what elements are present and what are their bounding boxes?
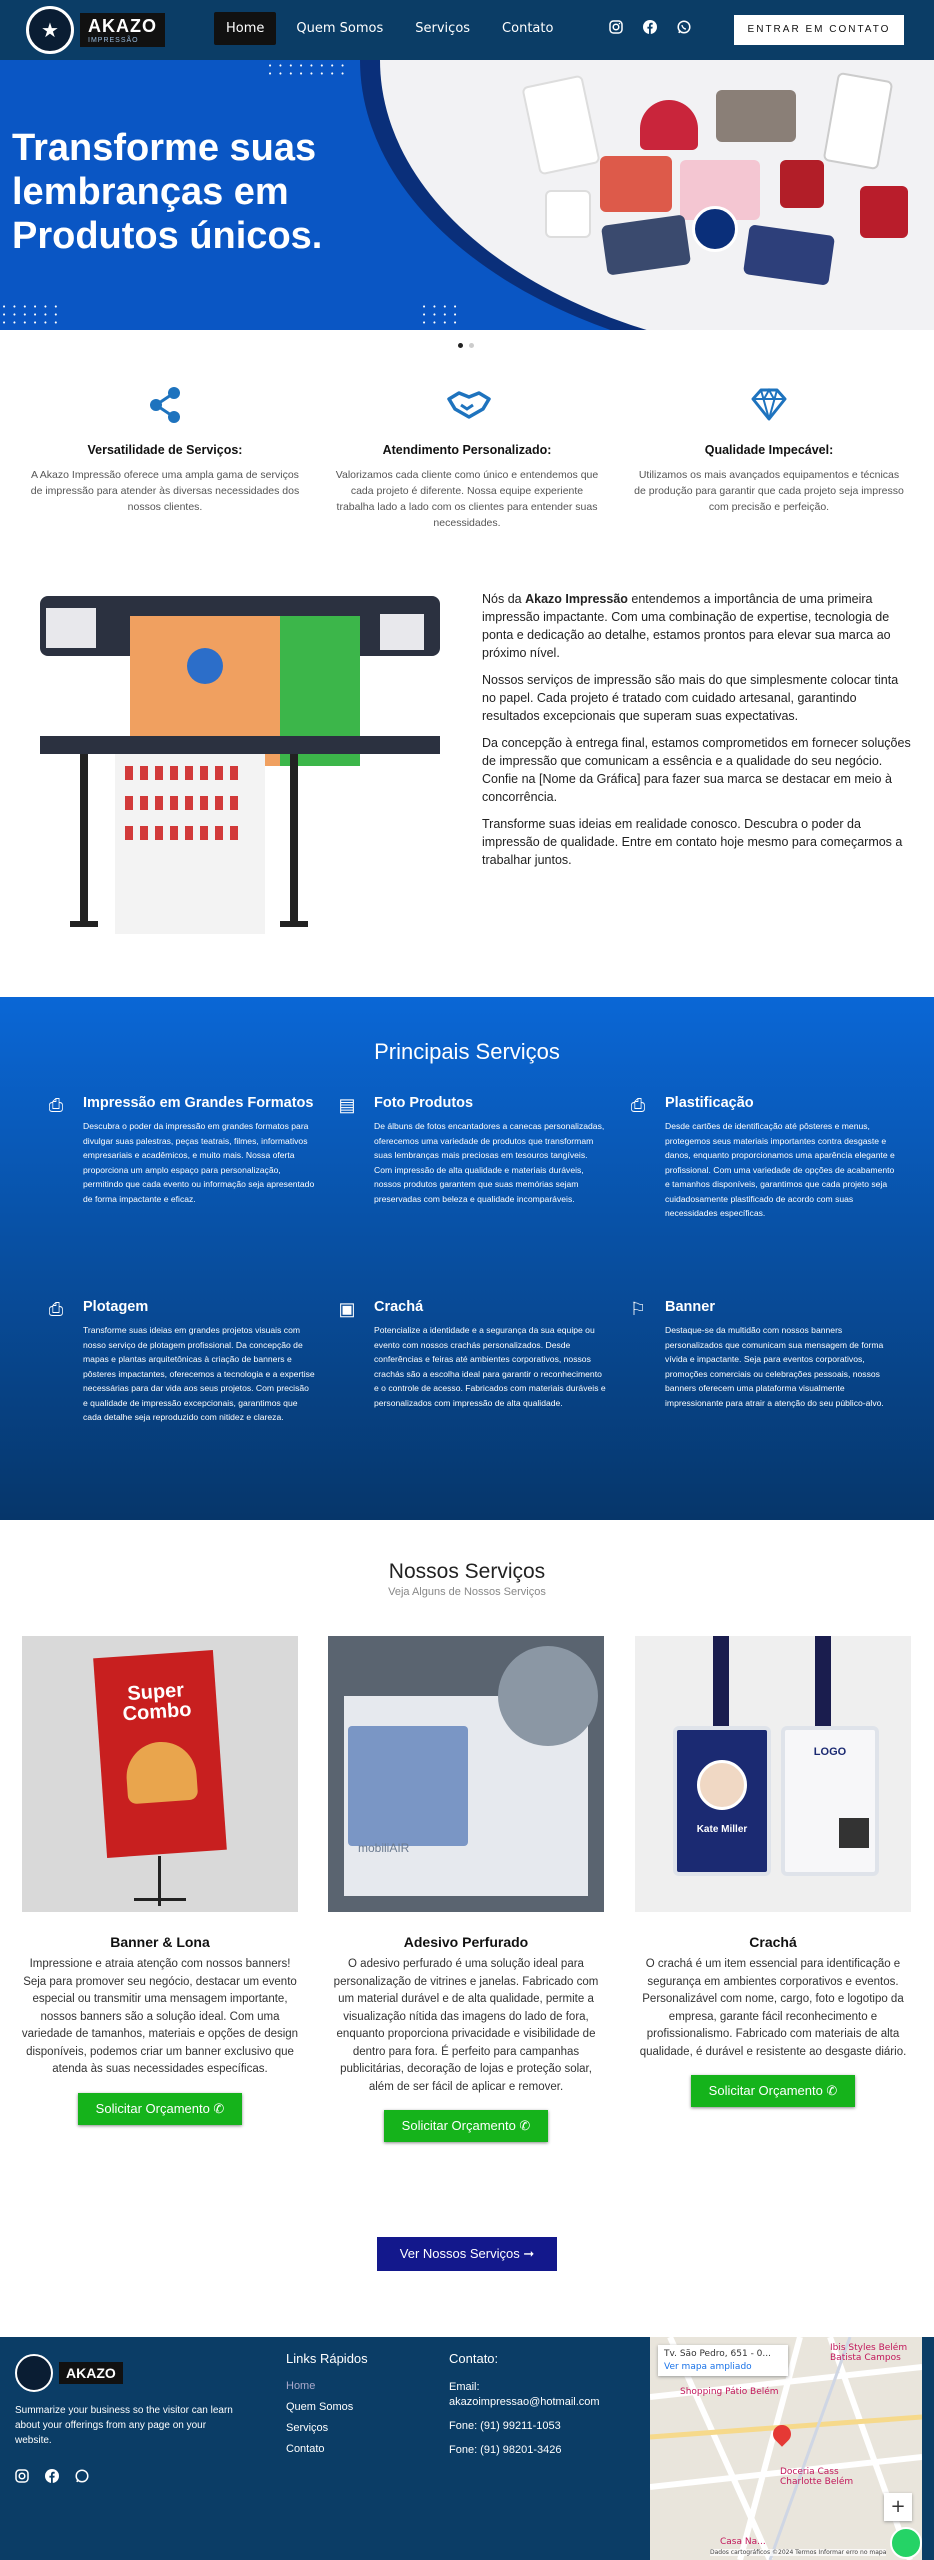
- section-subtitle: Veja Alguns de Nossos Serviços: [388, 1586, 546, 1598]
- flag-icon: ⚐: [629, 1299, 647, 1319]
- header-social: [608, 20, 692, 36]
- card-title: Crachá: [749, 1934, 797, 1950]
- logo-text: AKAZO: [88, 16, 157, 36]
- service-card-banner: [21, 1636, 299, 2125]
- about-text: [482, 590, 912, 878]
- slide-dot-1[interactable]: [458, 343, 463, 348]
- contact-info: [449, 2351, 600, 2458]
- footer-link-servicos[interactable]: Serviços: [286, 2422, 329, 2434]
- service-text: Desde cartões de identificação até pôsteres e menus, protegemos seus materiais importantes contra desgaste e danos, enquanto proporcionamos uma aparência elegante e profissional. Com uma variedade de opções de acabamento e tamanhos disponíveis, garantimos que cada projeto seja cuidadosamente plastificado de acordo com suas necessidades específicas.: [665, 1121, 895, 1218]
- embedded-map[interactable]: [650, 2337, 922, 2560]
- feature-text: A Akazo Impressão oferece uma ampla gama de serviços de impressão para atender às diversas necessidades dos nossos clientes.: [30, 469, 300, 513]
- product-cushion-image: [600, 156, 672, 212]
- service-title: Foto Produtos: [374, 1095, 474, 1111]
- product-mug-image: [860, 186, 908, 238]
- feature-versatility: [30, 385, 300, 515]
- map-address: Tv. São Pedro, 651 - 0...: [664, 2349, 771, 2359]
- service-title: Plotagem: [83, 1299, 149, 1315]
- map-poi: Shopping Pátio Belém: [680, 2387, 779, 2397]
- facebook-icon[interactable]: [45, 2469, 59, 2486]
- email-label: Email:: [449, 2381, 480, 2393]
- email-link[interactable]: akazoimpressao@hotmail.com: [449, 2396, 600, 2408]
- card-text: Impressione e atraia atenção com nossos banners! Seja para promover seu negócio, destacar um evento especial ou transmitir uma mensagem importante, nossos banners são a solução ideal. Com uma variedade de tamanhos, materiais e opções de design disponíveis, podemos criar um banner exclusivo que atenda às suas necessidades específicas.: [21, 1958, 299, 2075]
- service-title: Impressão em Grandes Formatos: [83, 1095, 314, 1111]
- slide-dot-2[interactable]: [469, 343, 474, 348]
- dots-decoration: • • • • • • • • • • • •: [422, 303, 460, 327]
- product-logo-badge-image: [692, 206, 738, 252]
- nav-contato[interactable]: Contato: [502, 21, 554, 36]
- about-paragraph-4: Transforme suas ideias em realidade conosco. Descubra o poder da impressão de qualidade. Entre em contato hoje mesmo para começarmos a trabalhar juntos.: [482, 817, 903, 867]
- about-paragraph-3: Da concepção à entrega final, estamos comprometidos em fornecer soluções de impressão que comunicam a essência e a qualidade do seu negócio. Confie na [Nome da Gráfica] para fazer sua marca se destacar em meio à concorrência.: [482, 736, 911, 804]
- service-badge: [336, 1299, 606, 1410]
- service-lamination: [627, 1095, 897, 1221]
- section-title: Principais Serviços: [374, 1039, 560, 1064]
- handshake-icon: [447, 385, 487, 425]
- quick-links-title: Links Rápidos: [286, 2351, 368, 2366]
- facebook-icon[interactable]: [642, 20, 658, 36]
- feature-text: Valorizamos cada cliente como único e entendemos que cada projeto é diferente. Nossa equipe experiente trabalha lado a lado com os clientes para entender suas necessidades.: [335, 469, 599, 529]
- card-text: O adesivo perfurado é uma solução ideal para personalização de vitrines e janelas. Fabricado com um material durável e de alta qualidade, permite a visualização nítida das imagens do lado de fora, enquanto proporciona privacidade e visibilidade de dentro para fora. É perfeito para campanhas publicitárias, decoração de lojas e proteção solar, além de ser fácil de aplicar e remover.: [333, 1958, 599, 2093]
- feature-personalized: [332, 385, 602, 531]
- card-title: Banner & Lona: [110, 1934, 210, 1950]
- service-text: Descubra o poder da impressão em grandes formatos para divulgar suas palestras, peças teatrais, filmes, informativos empresariais e acadêmicos, e muito mais. Nossa oferta proporciona um amplo espaço para personalização, permitindo que cada evento ou informação seja apresentado de forma impactante e eficaz.: [83, 1121, 315, 1204]
- footer-logo[interactable]: AKAZO: [15, 2354, 123, 2392]
- product-photo-frame-image: [716, 90, 796, 142]
- map-poi: Casa Na...: [720, 2537, 766, 2547]
- slider-pagination: [458, 343, 474, 348]
- service-photo-products: [336, 1095, 606, 1206]
- logo-subtext: IMPRESSÃO: [88, 37, 139, 44]
- footer-link-quem-somos[interactable]: Quem Somos: [286, 2401, 354, 2413]
- footer-link-contato[interactable]: Contato: [286, 2443, 325, 2455]
- banner-stand-image: Super Combo: [22, 1636, 298, 1912]
- service-text: Potencialize a identidade e a segurança da sua equipe ou evento com nossos crachás personalizados. Desde conferências e feiras até ambientes corporativos, nossos crachás são a escolha ideal para garantir o reconhecimento e o controle de acesso. Fabricados com materiais duráveis e personalizados com impressão de alta qualidade.: [374, 1325, 606, 1408]
- product-mug-image: [780, 160, 824, 208]
- phone-2[interactable]: Fone: (91) 98201-3426: [449, 2444, 562, 2456]
- footer-summary: Summarize your business so the visitor can learn about your offerings from any page on your website.: [15, 2405, 233, 2446]
- laminator-icon: ⎙: [630, 1095, 646, 1115]
- contact-cta-button[interactable]: ENTRAR EM CONTATO: [734, 15, 904, 45]
- map-poi: Ibis Styles Belém Batista Campos: [830, 2343, 908, 2363]
- photos-icon: ▤: [338, 1095, 356, 1115]
- id-card-icon: ▣: [338, 1299, 356, 1319]
- site-header: [0, 0, 934, 60]
- service-text: De álbuns de fotos encantadores a canecas personalizadas, oferecemos uma variedade de produtos que transformam suas lembranças mais preciosas em tesouros tangíveis. Com impressão de alta qualidade e materiais duráveis, nossos produtos garantem que suas memórias sejam preservadas com beleza e qualidade incomparáveis.: [374, 1121, 605, 1204]
- service-title: Crachá: [374, 1299, 424, 1315]
- footer-social: [15, 2469, 89, 2486]
- phone-1[interactable]: Fone: (91) 99211-1053: [449, 2420, 561, 2432]
- hero-slider: [0, 60, 934, 330]
- share-icon: [145, 385, 185, 425]
- plotter-icon: ⎙: [48, 1299, 64, 1319]
- dots-decoration: • • • • • • • • • • • • • • • • • •: [2, 303, 60, 327]
- logo-emblem-icon: [15, 2354, 53, 2392]
- instagram-icon[interactable]: [15, 2469, 29, 2486]
- logo-emblem-icon: ★: [26, 6, 74, 54]
- service-banner: [627, 1299, 897, 1410]
- request-quote-button[interactable]: Solicitar Orçamento ✆: [691, 2075, 856, 2107]
- wide-format-printer-image: [40, 596, 440, 941]
- service-text: Transforme suas ideias em grandes projetos visuais com nosso serviço de plotagem profissional. Da concepção de mapas e plantas arquitetônicas à criação de banners e pôsteres impactantes, oferecemos a tecnologia e a expertise necessárias para dar vida aos seus projetos. Com precisão e qualidade de impressão excepcionais, garantimos que cada detalhe seja reproduzido com nitidez e clareza.: [83, 1325, 315, 1422]
- service-large-format: [45, 1095, 315, 1206]
- whatsapp-float-icon[interactable]: [890, 2527, 922, 2559]
- footer-link-home[interactable]: Home: [286, 2380, 316, 2392]
- request-quote-button[interactable]: Solicitar Orçamento ✆: [384, 2110, 549, 2142]
- feature-title: Versatilidade de Serviços:: [87, 443, 243, 457]
- hero-title: Transforme suas lembranças em Produtos únicos.: [12, 127, 323, 257]
- diamond-icon: [749, 385, 789, 425]
- about-paragraph-1: Nós da Akazo Impressão entendemos a importância de uma primeira impressão impactante. Com uma combinação de expertise, tecnologia de ponta e dedicação ao detalhe, estamos prontos para elevar sua marca ao próximo nível.: [482, 592, 891, 660]
- card-title: Adesivo Perfurado: [403, 1934, 529, 1950]
- printer-icon: ⎙: [48, 1095, 64, 1115]
- instagram-icon[interactable]: [608, 20, 624, 36]
- feature-title: Qualidade Impecável:: [704, 443, 834, 457]
- feature-title: Atendimento Personalizado:: [382, 443, 552, 457]
- whatsapp-icon[interactable]: [676, 20, 692, 36]
- logo[interactable]: [26, 6, 165, 54]
- section-title: Nossos Serviços: [388, 1560, 546, 1583]
- map-attribution: Dados cartográficos ©2024 Termos Informar erro no mapa: [710, 2549, 887, 2556]
- product-mug-image: [545, 190, 591, 238]
- product-heart-frame-image: [640, 100, 698, 150]
- id-badge-image: Kate Miller LOGO: [635, 1636, 911, 1912]
- dots-decoration: • • • • • • • • • • • • • • • •: [268, 62, 347, 78]
- service-title: Plastificação: [665, 1095, 754, 1111]
- contact-title: Contato:: [449, 2351, 499, 2366]
- service-card-perforated: [327, 1636, 605, 2142]
- our-services-heading: [0, 1560, 934, 1598]
- service-plotting: [45, 1299, 315, 1425]
- quick-links: [286, 2351, 368, 2455]
- card-text: O crachá é um item essencial para identificação e segurança em ambientes corporativos e eventos. Personalizável com nome, cargo, foto e logotipo da empresa, garante fácil reconhecimento e profissionalismo. Fabricado com materiais de alta qualidade, é durável e resistente ao desgaste diário.: [639, 1958, 907, 2058]
- main-nav: [214, 12, 565, 45]
- service-title: Banner: [665, 1299, 715, 1315]
- map-poi: Doceria Cass Charlotte Belém: [780, 2467, 854, 2487]
- map-zoom-in-button[interactable]: +: [884, 2493, 912, 2521]
- nav-quem-somos[interactable]: Quem Somos: [296, 21, 384, 36]
- request-quote-button[interactable]: Solicitar Orçamento ✆: [78, 2093, 243, 2125]
- service-text: Destaque-se da multidão com nossos banners personalizados que comunicam sua mensagem de forma vívida e impactante. Seja para eventos corporativos, promoções comerciais ou celebrações pessoais, nossos banners oferecem uma plataforma visualmente impressionante para atrair a atenção do seu público-alvo.: [665, 1325, 884, 1408]
- feature-text: Utilizamos os mais avançados equipamentos e técnicas de produção para garantir que cada projeto seja impresso com precisão e perfeição.: [634, 469, 904, 513]
- about-paragraph-2: Nossos serviços de impressão são mais do que simplesmente colocar tinta no papel. Cada projeto é tratado com cuidado artesanal, garantindo resultados excepcionais que superam suas expectativas.: [482, 673, 899, 723]
- perforated-window-image: mobiliAIR: [328, 1636, 604, 1912]
- nav-servicos[interactable]: Serviços: [415, 21, 471, 36]
- main-services-section: [0, 997, 934, 1520]
- brand-name: Akazo Impressão: [525, 592, 628, 606]
- map-enlarge-link[interactable]: Ver mapa ampliado: [664, 2362, 752, 2372]
- whatsapp-icon[interactable]: [75, 2469, 89, 2486]
- view-services-button[interactable]: Ver Nossos Serviços ➞: [377, 2237, 557, 2271]
- service-card-badge: [634, 1636, 912, 2107]
- feature-quality: [634, 385, 904, 515]
- nav-home[interactable]: Home: [214, 12, 276, 45]
